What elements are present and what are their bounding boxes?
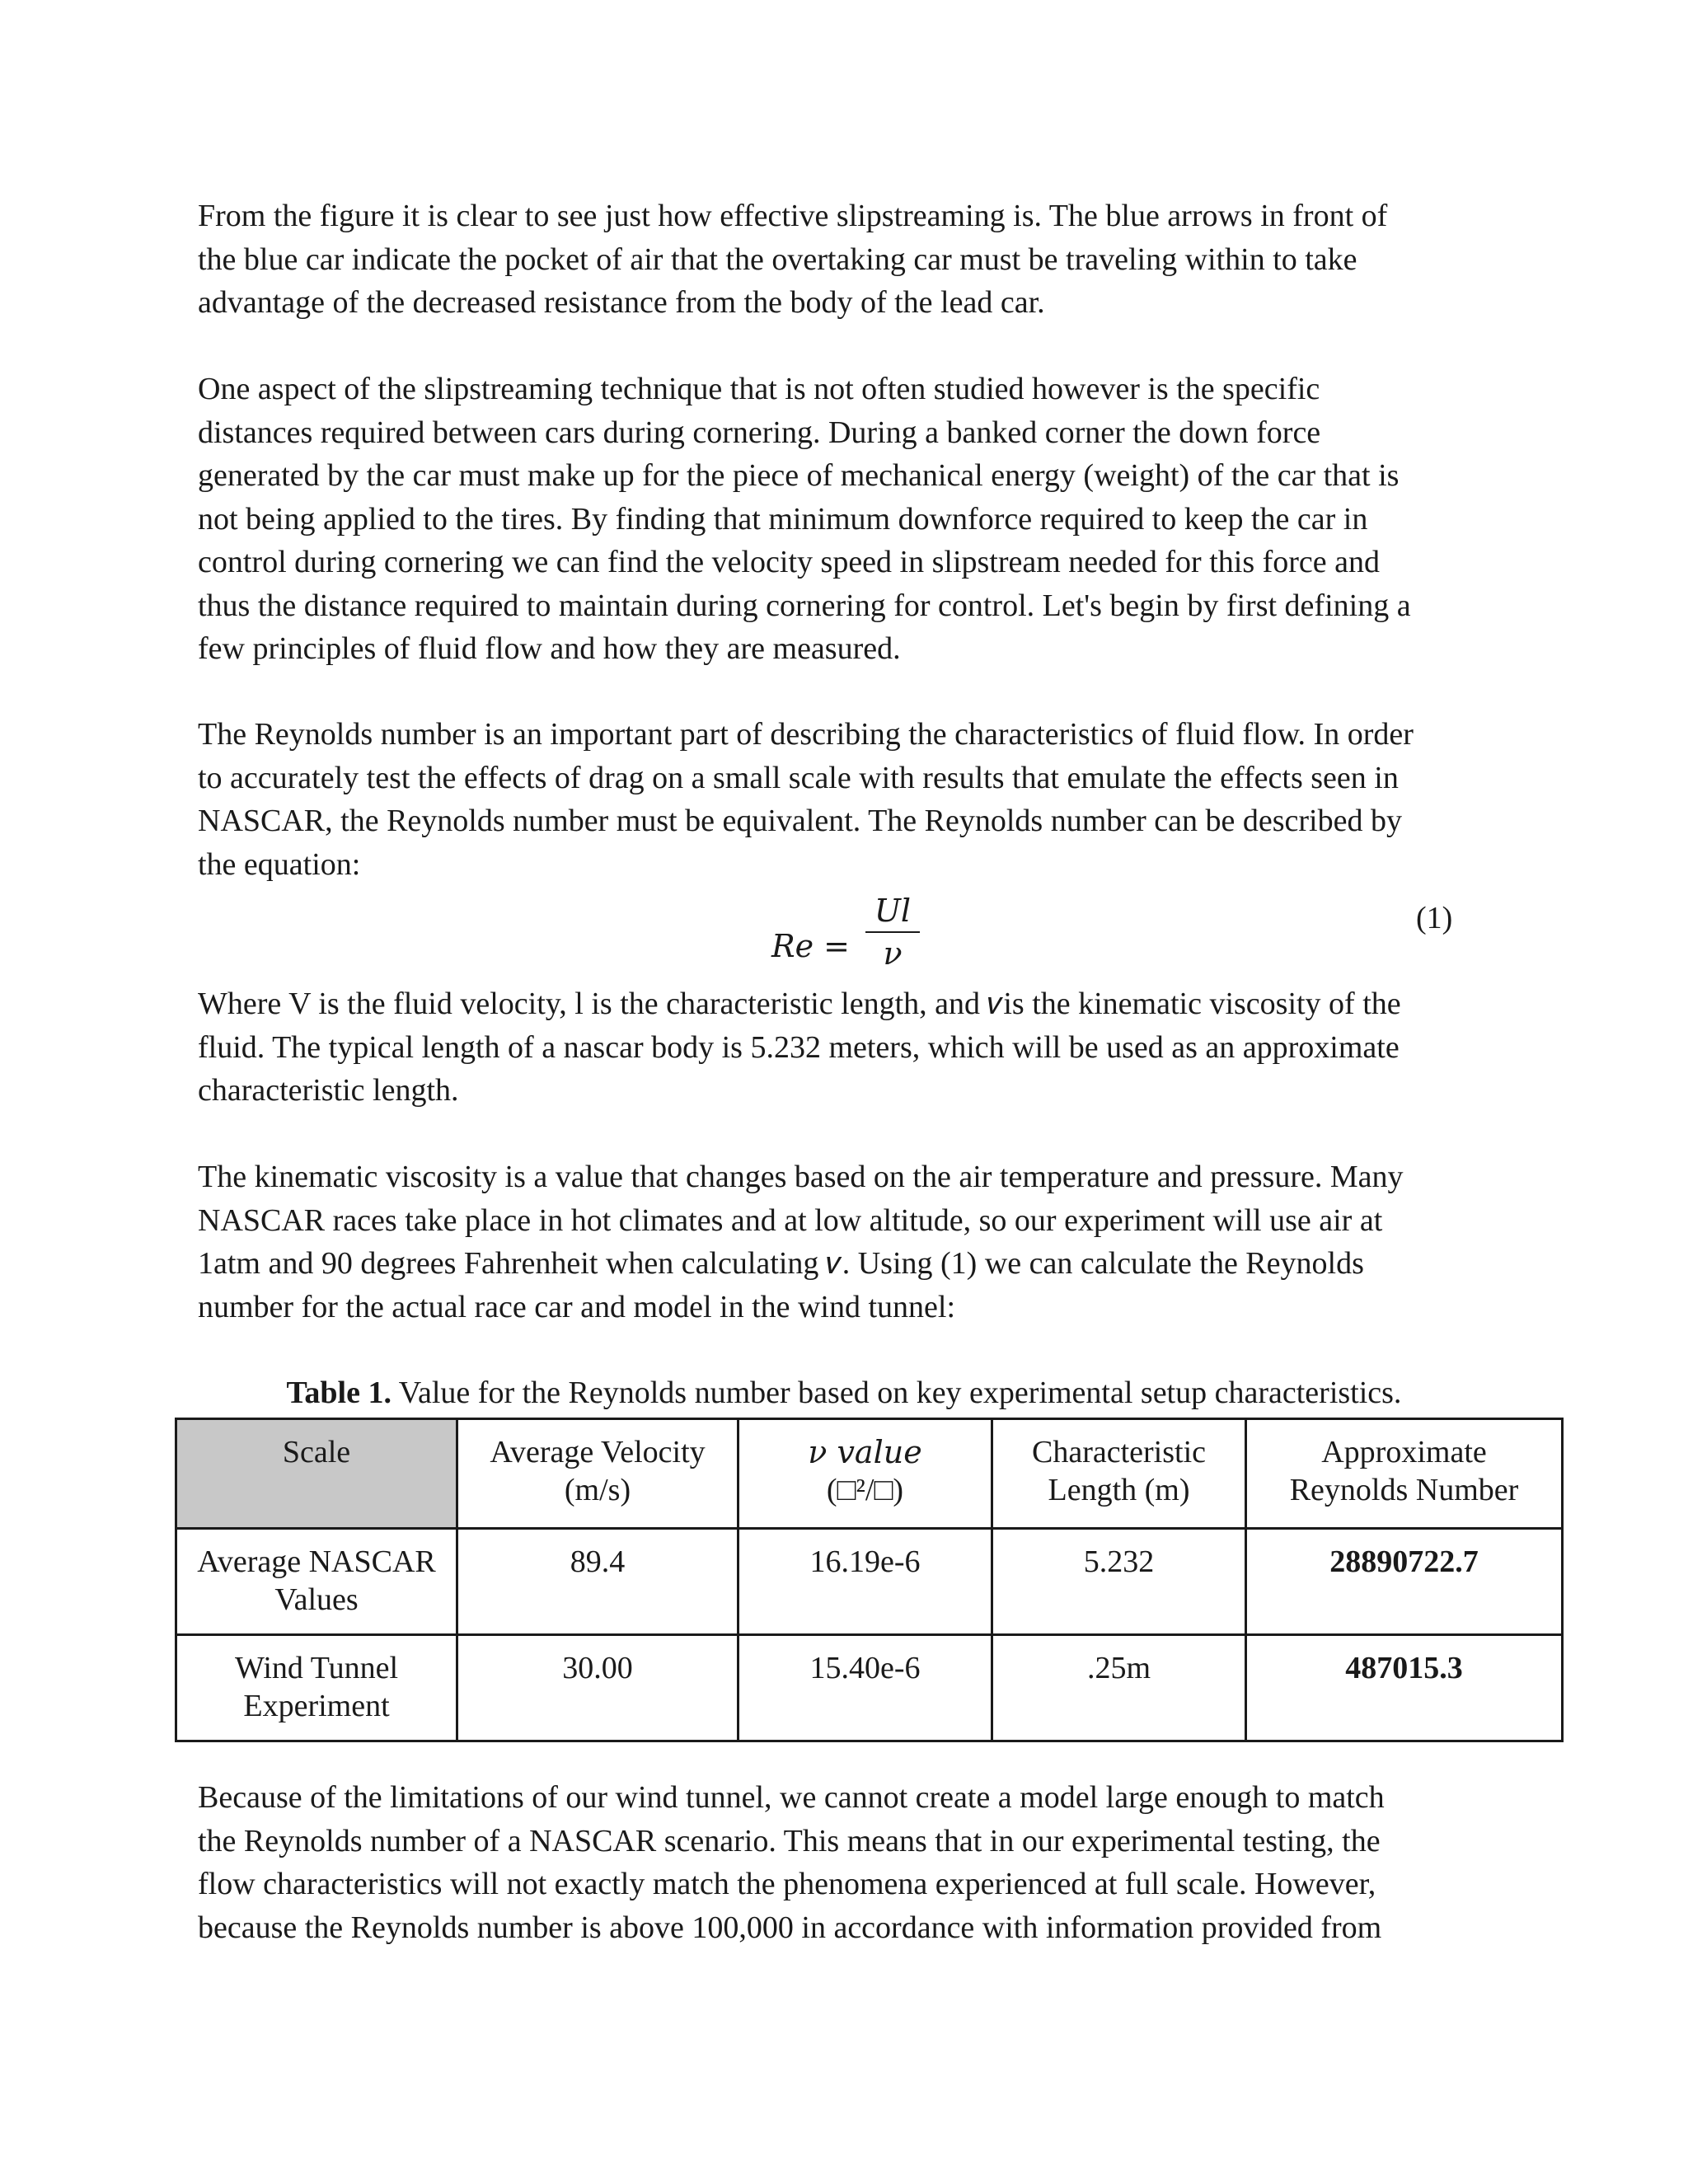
cell-nu: 16.19e-6 [738,1529,992,1635]
paragraph-slipstream-figure: From the figure it is clear to see just how effective slipstreaming is. The blue arrows in front of the blue car indicate the pocket of air that the overtaking car must be traveling within to take advantage of the decreased resistance from the body of the lead car. [198,199,1388,320]
cell-reynolds: 28890722.7 [1246,1529,1563,1635]
header-characteristic-length: Characteristic Length (m) [992,1419,1246,1529]
paragraph-kinematic-viscosity: The kinematic viscosity is a value that changes based on the air temperature and pressure. Many NASCAR races take place in hot climates and at low altitude, so our experiment will use air at 1atm and 90 degrees Fahrenheit when calculating 𝜈. Using (1) we can calculate the Reynolds number for the actual race car and model in the wind tunnel: [198,1160,1404,1324]
cell-reynolds: 487015.3 [1246,1635,1563,1741]
reynolds-table [175,1418,1564,1742]
cell-length: .25m [992,1635,1246,1741]
cell-velocity: 30.00 [457,1635,738,1741]
paragraph-definitions: Where V is the fluid velocity, l is the characteristic length, and 𝜈is the kinematic viscosity of the fluid. The typical length of a nascar body is 5.232 meters, which will be used as an approximate characteristic length. [198,987,1401,1108]
header-reynolds-number: Approximate Reynolds Number [1246,1419,1563,1529]
header-average-velocity: Average Velocity (m/s) [457,1419,738,1529]
equation-lhs: 𝑅𝑒 = [771,928,851,964]
paragraph-limitations: Because of the limitations of our wind tunnel, we cannot create a model large enough to match the Reynolds number of a NASCAR scenario. This means that in our experimental testing, the flow characteristics will not exactly match the phenomena experienced at full scale. However, because the Reynolds number is above 100,000 in accordance with information provided from [198,1780,1385,1945]
table-header-row [176,1419,1563,1529]
cell-scale: Wind Tunnel Experiment [176,1635,457,1741]
table-caption-label: Table 1. [286,1376,392,1410]
header-nu-value: 𝜈 value (□²/□) [738,1419,992,1529]
cell-nu: 15.40e-6 [738,1635,992,1741]
cell-velocity: 89.4 [457,1529,738,1635]
fraction-bar [865,931,920,933]
table-caption-text: Value for the Reynolds number based on key experimental setup characteristics. [391,1376,1402,1410]
paragraph-cornering: One aspect of the slipstreaming technique that is not often studied however is the specific distances required between cars during cornering. During a banked corner the down force generated by the car must make up for the piece of mechanical energy (weight) of the car that is not being applied to the tires. By finding that minimum downforce required to keep the car in control during cornering we can find the velocity speed in slipstream needed for this force and thus the distance required to maintain during cornering for control. Let's begin by first defining a few principles of fluid flow and how they are measured. [198,372,1411,666]
equation-fraction [865,892,920,972]
header-scale: Scale [176,1419,457,1529]
equation-denominator: 𝜈 [883,935,903,972]
cell-scale: Average NASCAR Values [176,1529,457,1635]
equation-number: (1) [1416,901,1453,935]
paragraph-reynolds-intro: The Reynolds number is an important part of describing the characteristics of fluid flow. In order to accurately test the effects of drag on a small scale with results that emulate the effects seen in NASCAR, the Reynolds number must be equivalent. The Reynolds number can be described by the equation: [198,717,1414,882]
table-row [176,1635,1563,1741]
cell-length: 5.232 [992,1529,1246,1635]
table-row [176,1529,1563,1635]
equation-numerator: 𝑈𝑙 [874,893,912,929]
table-caption [0,1375,1688,1411]
